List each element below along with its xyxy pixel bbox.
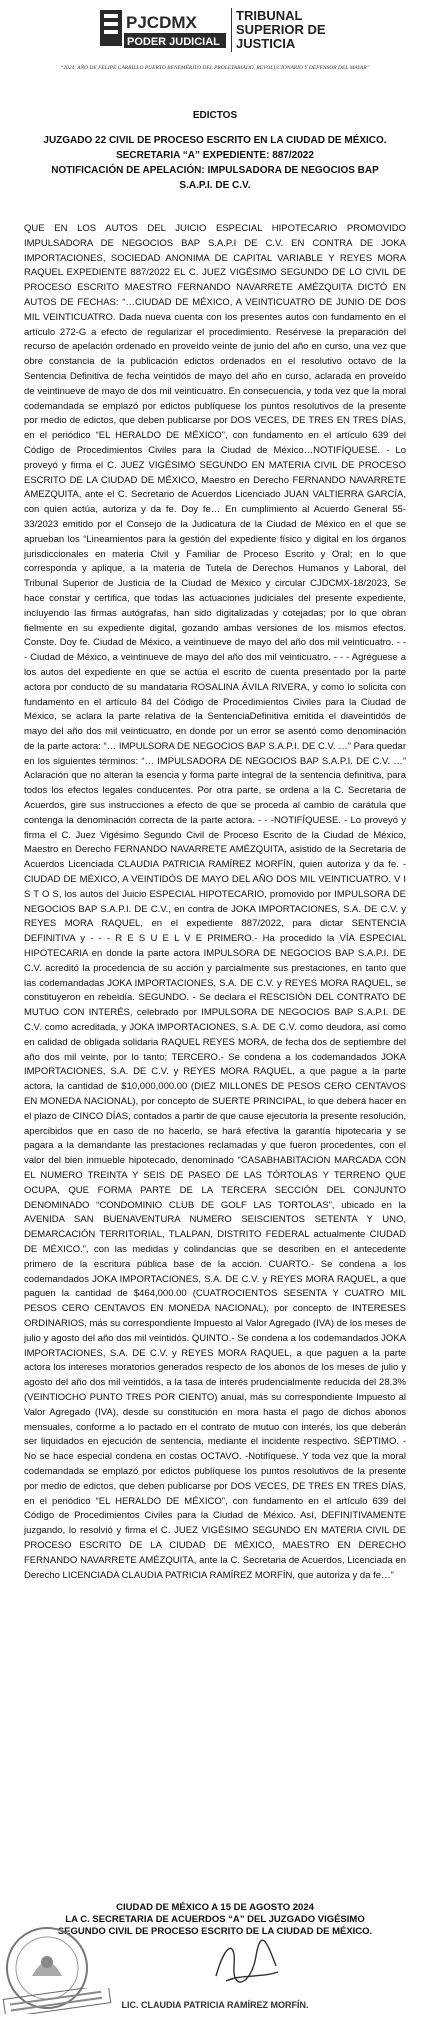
signer-name: LIC. CLAUDIA PATRICIA RAMÍREZ MORFÍN. bbox=[121, 2000, 309, 2010]
footer-line: SEGUNDO CIVIL DE PROCESO ESCRITO DE LA CIUDAD DE MÉXICO. bbox=[57, 1926, 373, 1937]
edict-body bbox=[24, 222, 406, 1583]
header-divider bbox=[231, 8, 232, 52]
heading-line: NOTIFICACIÓN DE APELACIÓN: IMPULSADORA DE NEGOCIOS BAP bbox=[51, 165, 379, 176]
footer-line: CIUDAD DE MÉXICO A 15 DE AGOSTO 2024 bbox=[116, 1902, 314, 1913]
heading-line: SECRETARIA “A” EXPEDIENTE: 887/2022 bbox=[116, 150, 314, 161]
handwritten-signature bbox=[206, 1936, 286, 1994]
svg-text:PODER JUDICIAL: PODER JUDICIAL bbox=[127, 36, 220, 48]
heading-line: JUZGADO 22 CIVIL DE PROCESO ESCRITO EN LA CIUDAD DE MÉXICO. bbox=[43, 135, 387, 146]
edict-body-text: QUE EN LOS AUTOS DEL JUICIO ESPECIAL HIPOTECARIO PROMOVIDO IMPULSADORA DE NEGOCIOS BAP S.A.P.I DE C.V. EN CONTRA DE JOKA IMPORTACIONES, SOCIEDAD ANONIMA DE CAPITAL VARIABLE Y REYES MORA RAQUEL EXPEDIENTE 887/2022 EL C. JUEZ VIGÉSIMO SEGUNDO DE LO CIVIL DE PROCESO ESCRITO MAESTRO FERNANDO NAVARRETE AMÉZQUITA DICTÓ EN AUTOS DE FECHAS: “…CIUDAD DE MÉXICO, A VEINTICUATRO DE JUNIO DE DOS MIL VEINTICUATRO. Dada nueva cuenta con los presentes autos con fundamento en el artículo 272-G a efecto de regularizar el procedimiento. Resérvese la preparación del recurso de apelación ordenado en proveído veinte de junio del año en curso, una vez que obre constancia de la publicación edictos ordenados en el resolutivo octavo de la Sentencia Definitiva de fecha veintidós de mayo del año en curso, aclarada en proveído de veintinueve de mayo de dos mil veinticuatro. En consecuencia, y toda vez que la moral codemandada se emplazó por edictos publíquese los puntos resolutivos de la presente por medio de edictos, que deben publicarse por DOS VECES, DE TRES EN TRES DÍAS, en el periódico “EL HERALDO DE MÉXICO”, con fundamento en el artículo 639 del Código de Procedimientos Civiles para la Ciudad de México…NOTIFÍQUESE. - Lo proveyó y firma el C. JUEZ VIGÉSIMO SEGUNDO EN MATERIA CIVIL DE PROCESO ESCRITO DE LA CIUDAD DE MÉXICO, Maestro en Derecho FERNANDO NAVARRETE AMEZQUITA, ante el C. Secretario de Acuerdos Licenciado JUAN VALTIERRA GARCÍA, con quien actúa, autoriza y da fe. Doy fe… En cumplimiento al Acuerdo General 55-33/2023 emitido por el Consejo de la Judicatura de la Ciudad de México en el que se aprueban los “Lineamientos para la gestión del expediente físico y digital en los órganos jurisdiccionales en materia Civil y Familiar de Proceso Escrito y Oral; en lo que corresponda y aplique, a la materia de Tutela de Derechos Humanos y Laboral, del Tribunal Superior de Justicia de la Ciudad de México y circular CJDCMX-18/2023, Se hace constar y certifica, que todas las actuaciones judiciales del presente expediente, incluyendo las firmas autógrafas, han sido digitalizadas y cotejadas; por lo que obran fielmente en su expediente digital, gozando ambas versiones de los mismos efectos. Conste. Doy fe. Ciudad de México, a veintinueve de mayo del año dos mil veinticuatro. - - - Ciudad de México, a veintinueve de mayo del año dos mil veinticuatro. - - - Agréguese a los autos del expediente en que se actúa el escrito de cuenta presentado por la parte actora por conducto de su mandataria ROSALINA ÁVILA RIVERA, y como lo solicita con fundamento en el artículo 84 del Código de Procedimientos Civiles para la Ciudad de México, se aclara la parte relativa de la SentenciaDefinitiva emitida el diaveintidós de mayo del año dos mil veinticuatro, en donde por un error se asentó como denominación de la parte actora: “… IMPULSORA DE NEGOCIOS BAP S.A.P.I. DE C.V. …” Para quedar en los siguientes términos: “… IMPULSADORA DE NEGOCIOS BAP S.A.P.I. DE C.V. …” Aclaración que no alteran la esencia y forma parte integral de la sentencia definitiva, para todos los efectos legales conducentes. Por otra parte, se ordena a la C. Secretaria de Acuerdos, gire sus instrucciones a efecto de que se proceda al cambio de carátula que contenga la denominación correcta de la parte actora. - - -NOTIFÍQUESE. - Lo proveyó y firma el C. Juez Vigésimo Segundo Civil de Proceso Escrito de la Ciudad de México, Maestro en Derecho FERNANDO NAVARRETE AMÉZQUITA, asistido de la Secretaria de Acuerdos Licenciada CLAUDIA PATRICIA RAMÍREZ MORFÍN, quien autoriza y da fe. - CIUDAD DE MÉXICO, A VEINTIDÓS DE MAYO DEL AÑO DOS MIL VEINTICUATRO. V I S T O S, los autos del Juicio ESPECIAL HIPOTECARIO, promovido por IMPULSORA DE NEGOCIOS BAP S.A.P.I. DE C.V., en contra de JOKA IMPORTACIONES, S.A. DE C.V. y REYES MORA RAQUEL, en el expediente 887/2022, para dictar SENTENCIA DEFINITIVA y - - - R E S U E L V E PRIMERO.- Ha procedido la VÍA ESPECIAL HIPOTECARIA en donde la parte actora IMPULSORA DE NEGOCIOS BAP S.A.P.I. DE C.V. acreditó la procedencia de su acción y parcialmente sus prestaciones, en tanto que las codemandadas JOKA IMPORTACIONES, S.A. DE C.V. y REYES MORA RAQUEL, se constituyeron en rebeldía. SEGUNDO. - Se declara el RESCISIÓN DEL CONTRATO DE MUTUO CON INTERÉS, celebrado por IMPULSORA DE NEGOCIOS BAP S.A.P.I. DE C.V. como acreditada, y JOKA IMPORTACIONES, S.A. DE C.V. como deudora, así como en calidad de obligada solidaria RAQUEL REYES MORA, de fecha dos de septiembre del año dos mil veinte, por lo tanto; TERCERO.- Se condena a los codemandados JOKA IMPORTACIONES, S.A. DE C.V. y REYES MORA RAQUEL, a que pague a la parte actora, la cantidad de $10,000,000.00 (DIEZ MILLONES DE PESOS CERO CENTAVOS EN MONEDA NACIONAL), por concepto de SUERTE PRINCIPAL, lo que deberá hacer en el plazo de CINCO DÍAS, contados a partir de que cause ejecutoria la presente resolución, apercibidos que en caso de no hacerlo, se hará efectiva la garantía hipotecaria y se pagara a la demandante las prestaciones reclamadas y que fueron procedentes, con el valor del bien inmueble hipotecado, denominado “CASABHABITACION MARCADA CON EL NUMERO TREINTA Y SEIS DE PASEO DE LAS TÓRTOLAS Y TERRENO QUE OCUPA, QUE FORMA PARTE DE LA TERCERA SECCIÓN DEL CONJUNTO DENOMINADO “CONDOMINIO CLUB DE GOLF LAS TORTOLAS”, ubicado en la AVENIDA SAN BUENAVENTURA NUMERO SEISCIENTOS SETENTA Y UNO, DEMARCACIÓN TERRITORIAL, TLALPAN, DISTRITO FEDERAL actualmente CIUDAD DE MÉXICO.”, con las medidas y colindancias que se describen en el antecedente primero de la escritura pública base de la acción. CUARTO.- Se condena a los codemandados JOKA IMPORTACIONES, S.A. DE C.V. y REYES MORA RAQUEL, a que paguen la cantidad de $464,000.00 (CUATROCIENTOS SESENTA Y CUATRO MIL PESOS CERO CENTAVOS EN MONEDA NACIONAL), por concepto de INTERESES ORDINARIOS, más su correspondiente Impuesto al Valor Agregado (IVA) de los meses de julio y agosto del año dos mil veintidós. QUINTO.- Se condena a los codemandados JOKA IMPORTACIONES, S.A. DE C.V. y REYES MORA RAQUEL, a que paguen a la parte actora los intereses moratorios generados respecto de los abonos de los meses de julio y agosto del año dos mil veintidós, a la tasa de interés prudencialmente reducida del 28.3% (VEINTIOCHO PUNTO TRES POR CIENTO) anual, más su correspondiente Impuesto al Valor Agregado (IVA), desde su constitución en mora hasta el pago de dichos abonos mensuales, conforme a lo pactado en el contrato de mutuo con interés, los que deberán ser liquidados en ejecución de sentencia, mediante el incidente respectivo. SÉPTIMO. - No se hace especial condena en costas OCTAVO. -Notifíquese. Y toda vez que la moral codemandada se emplazó por edictos publíquese los puntos resolutivos de la presente por medio de edictos, que deben publicarse por DOS VECES, DE TRES EN TRES DÍAS, en el periódico “EL HERALDO DE MÉXICO”, con fundamento en el artículo 639 del Código de Procedimientos Civiles para la Ciudad de México. Así, DEFINITIVAMENTE juzgando, lo resolvió y firma el C. JUEZ VIGÉSIMO SEGUNDO EN MATERIA CIVIL DE PROCESO ESCRITO DE LA CIUDAD DE MÉXICO, MAESTRO EN DERECHO FERNANDO NAVARRETE AMÉZQUITA, ante la C. Secretaria de Acuerdos, Licenciada en Derecho LICENCIADA CLAUDIA PATRICIA RAMÍREZ MORFÍN, que autoriza y da fe…” bbox=[24, 223, 406, 1581]
pjcdmx-logo bbox=[100, 8, 228, 50]
document-title: EDICTOS bbox=[192, 110, 238, 121]
case-heading bbox=[40, 133, 390, 193]
year-motto: “2024, AÑO DE FELIPE CARRILLO PUERTO BENEMÉRITO DEL PROLETARIADO, REVOLUCIONARIO Y DEFENSOR DEL MAYAB” bbox=[60, 65, 370, 71]
institution-name: TRIBUNAL SUPERIOR DE JUSTICIA bbox=[236, 8, 326, 51]
svg-text:PJCDMX: PJCDMX bbox=[126, 13, 197, 32]
footer-line: LA C. SECRETARIA DE ACUERDOS “A” DEL JUZGADO VIGÉSIMO bbox=[65, 1914, 365, 1925]
heading-line: S.A.P.I. DE C.V. bbox=[179, 180, 251, 191]
document-header bbox=[0, 0, 430, 78]
